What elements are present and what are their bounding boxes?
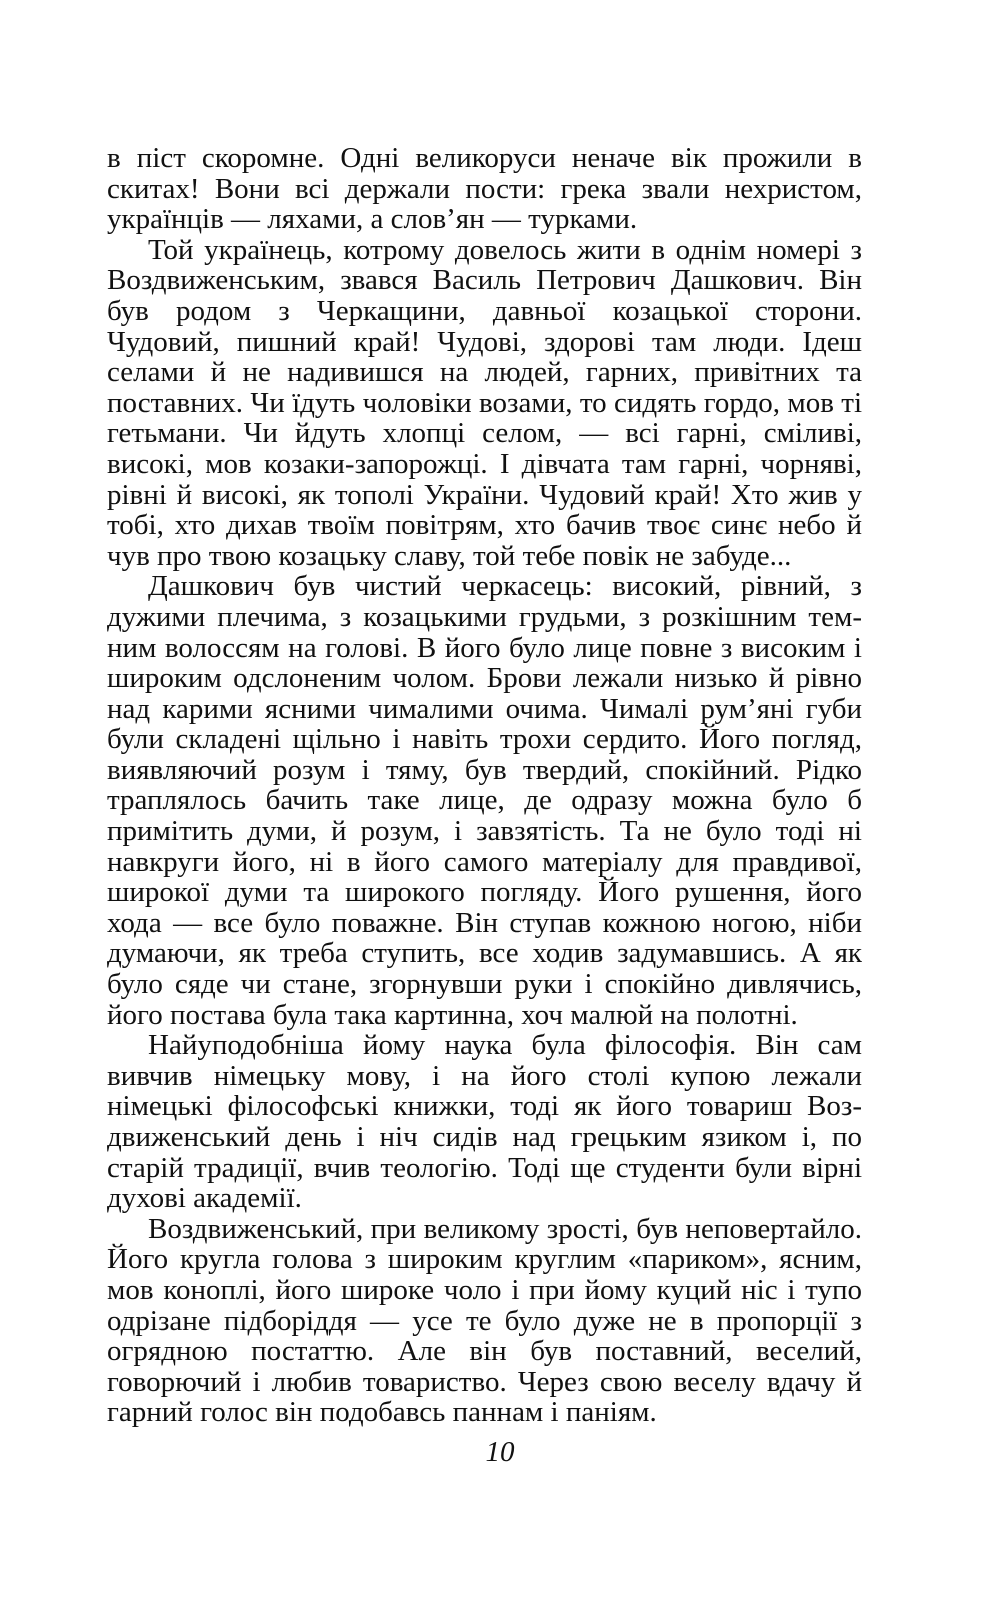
paragraph-1: в піст скоромне. Одні великоруси неначе вік прожили в скитах! Вони всі держали пости: грека звали нехристом, українців — ляхами, а слов’ян — турками. bbox=[107, 142, 862, 236]
paragraph-5: Воздвиженський, при великому зрості, був неповертайло. Його кругла голова з широким круглим «париком», ясним, мов коноплі, його широке чоло і при йому куций ніс і тупо одрізане підборіддя — усе те було дуже не в пропорції з огрядною постаттю. Але він був поставний, веселий, говорючий і любив товариство. Через свою веселу вдачу й гарний голос він подобавсь паннам і паніям. bbox=[107, 1212, 862, 1429]
paragraph-3: Дашкович був чистий черкасець: високий, рівний, з дужими плечима, з козацькими грудьми, з розкішним темним волоссям на голові. В його було лице повне з високим і широким одслоненим чолом. Брови лежали низько й рівно над карими ясними чималими очима. Чималі рум’яні губи були складені щільно і навіть трохи сердито. Його погляд, виявляючий розум і тяму, був твердий, спокійний. Рідко траплялось бачить таке лице, де одразу можна було б примітить думи, й розум, і завзятість. Та не було тоді ні навкруги його, ні в його самого матеріалу для правдивої, широкої думи та широкого погляду. Його рушення, його хода — все було поважне. Він ступав кожною ногою, ніби думаючи, як треба ступить, все ходив задумавшись. А як було сяде чи стане, згорнувши руки і спокійно дивлячись, його постава була така картинна, хоч малюй на полотні. bbox=[107, 570, 862, 1031]
page-number: 10 bbox=[485, 1436, 515, 1468]
paragraph-4: Найуподобніша йому наука була філософія. Він сам вивчив німецьку мову, і на його столі купою лежали німецькі філософські книжки, тоді як його товариш Воздвиженський день і ніч сидів над грецьким язиком і, по старій традиції, вчив теологію. Тоді ще студенти були вірні духові академії. bbox=[107, 1029, 862, 1215]
page-body bbox=[107, 143, 862, 1428]
paragraph-2: Той українець, котрому довелось жити в однім номері з Воздвиженським, звався Василь Петрович Дашкович. Він був родом з Черкащини, давньої козацької сторони. Чудовий, пишний край! Чудові, здорові там люди. Ідеш селами й не надивишся на людей, гарних, привітних та поставних. Чи їдуть чоловіки возами, то сидять гордо, мов ті гетьмани. Чи йдуть хлопці селом, — всі гарні, сміливі, високі, мов козаки-запорожці. І дівчата там гарні, чорняві, рівні й високі, як тополі України. Чудовий край! Хто жив у тобі, хто дихав твоїм повітрям, хто бачив твоє синє небо й чув про твою козацьку славу, той тебе повік не забуде... bbox=[107, 233, 862, 572]
